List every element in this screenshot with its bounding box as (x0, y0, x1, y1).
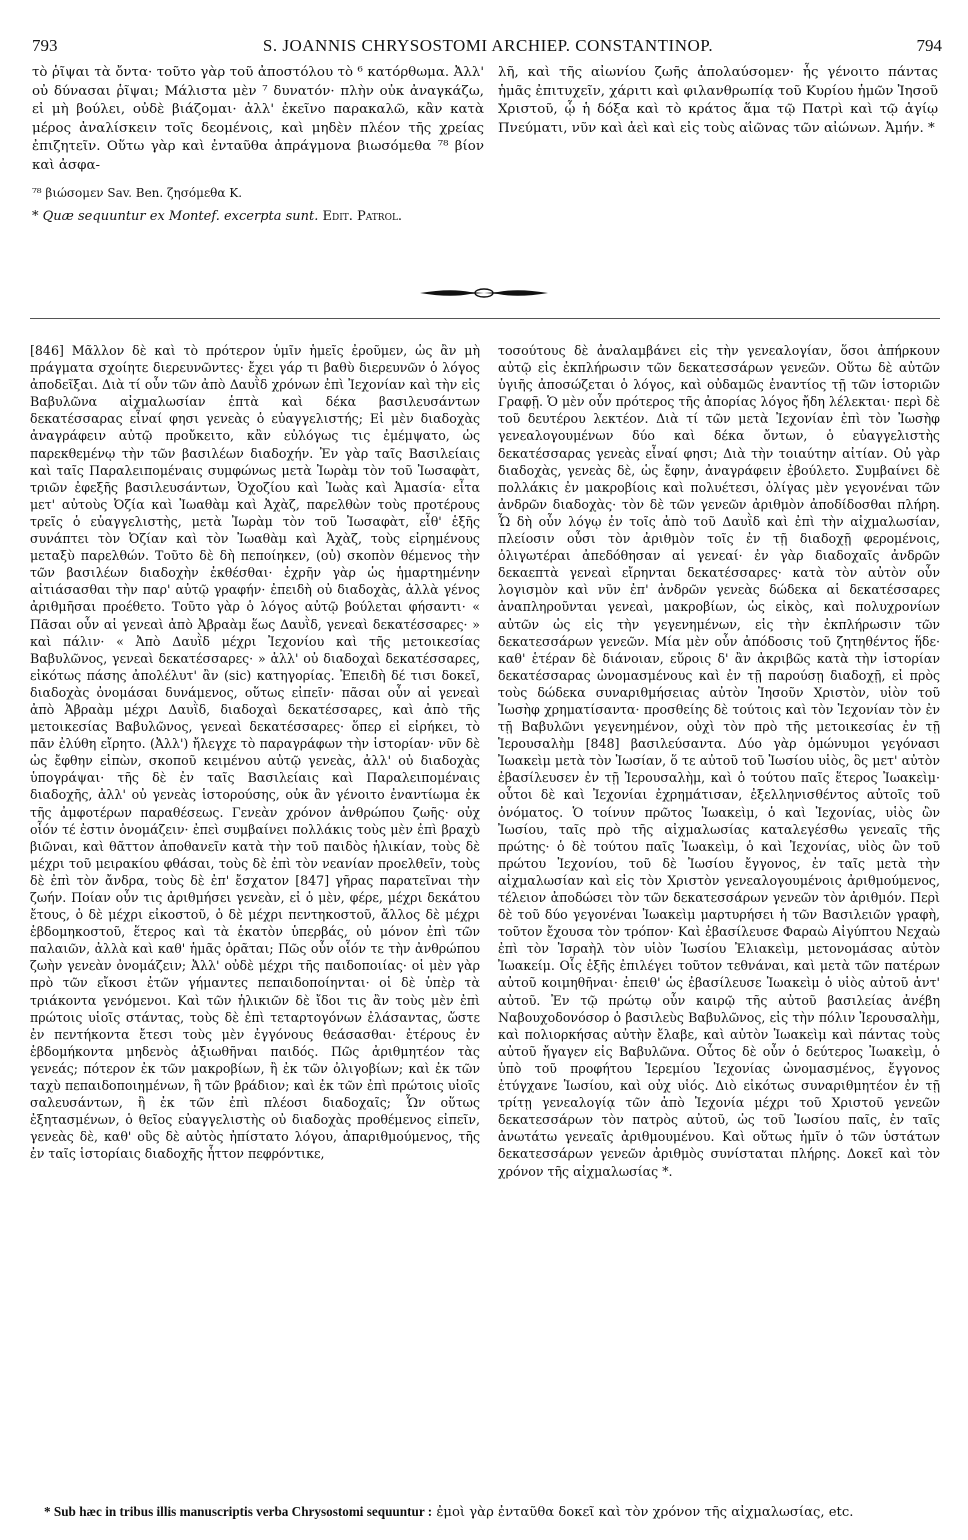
top-left-text: τὸ ῥῖψαι τὰ ὄντα· τοῦτο γὰρ τοῦ ἀποστόλου τὸ ⁶ κατόρθωμα. Ἀλλ' οὐ δύνασαι ῥῖψαι; Μάλιστα μὲν ⁷ δυνατόν· πλὴν οὐκ ἀναγκάζω, εἰ μὴ βούλει, οὐδὲ βιάζομαι· ἀλλ' ἐκεῖνο παρακαλῶ, κἂν κατὰ μέρος ἀναλίσκειν τοῖς δεομένοις, καὶ μηδὲν πλέον τῆς χρείας ἐπιζητεῖν. Οὕτω γὰρ καὶ ἐνταῦθα ἀπράγμονα βιωσόμεθα ⁷⁸ βίον καὶ ἀσφα- (32, 65, 484, 173)
section-rule (30, 318, 940, 319)
page-number-right: 794 (916, 36, 942, 55)
top-left-column (32, 64, 484, 226)
body-left-text: [846] Μᾶλλον δὲ καὶ τὸ πρότερον ὑμῖν ἡμεῖς ἐροῦμεν, ὡς ἂν μὴ πράγματα σχοίητε διερευνῶντες· ἔχει γάρ τι βαθὺ διερευνῶν ὁ λόγος ἀποδεῖξαι. Διὰ τί οὖν τῶν ἀπὸ Δαυῒδ χρόνων ἐπὶ Ἰεχονίαν καὶ τὴν εἰς Βαβυλῶνα αἰχμαλωσίαν ἑπτὰ καὶ δέκα βασιλευσάντων δεκατέσσαρας εἶναί φησι γενεὰς ὁ εὐαγγελιστής; Εἰ μὲν διαδοχὰς ἀναγράφειν αὐτῷ προὔκειτο, κἂν εὐλόγως τις ἐμέμψατο, ὡς παρεκθεμένῳ τὴν τῶν βασιλέων διαδοχήν. Ἐν γὰρ ταῖς Βασιλείαις καὶ ταῖς Παραλειπομέναις συμφώνως μετὰ Ἰωρὰμ τὸν τοῦ Ἰωσαφὰτ, τριῶν ἐφεξῆς βασιλευσάντων, Ὀχοζίου καὶ Ἰωὰς καὶ Ἀμασία· εἶτα μετ' αὐτοὺς Ὀζία καὶ Ἰωαθὰμ καὶ Ἀχὰζ, παρελθὼν τοὺς προτέρους τρεῖς ὁ εὐαγγελιστὴς, μετὰ Ἰωρὰμ τὸν τοῦ Ἰωσαφὰτ, εἶθ' ἑξῆς συνάπτει τὸν Ὀζίαν καὶ τὸν Ἰωαθὰμ καὶ Ἀχὰζ, τοὺς εἰρημένους μεταξὺ παρελθών. Τοῦτο δὲ δὴ πεποίηκεν, (οὐ) σκοπὸν θέμενος τὴν τῶν βασιλέων διαδοχὴν ἐκθέσθαι· ἐχρῆν γὰρ ὡς ἡμαρτημένην αἰτιάσασθαι τὴν παρ' αὐτῷ γραφήν· ἐπειδὴ οὐ διαδοχὰς, ἀλλὰ γένος ἀριθμῆσαι προέθετο. Τοῦτο γὰρ ὁ λόγος αὐτῷ βούλεται φήσαντι· « Πᾶσαι οὖν αἱ γενεαὶ ἀπὸ Ἀβραὰμ ἕως Δαυῒδ, γενεαὶ δεκατέσσαρες· » καὶ πάλιν· « Ἀπὸ Δαυῒδ μέχρι Ἰεχονίου καὶ τῆς μετοικεσίας Βαβυλῶνος, γενεαὶ δεκατέσσαρες· » ἀλλ' οὐ διαδοχαὶ δεκατέσσαρες, εἰκότως πάσης ἀπολέλυτ' ἂν (sic) κατηγορίας. Ἐπειδὴ δέ τισι δοκεῖ, διαδοχὰς ὀνομάσαι δυνάμενος, οὕτως εἰπεῖν· πᾶσαι οὖν αἱ γενεαὶ ἀπὸ Ἀβραὰμ μέχρι Δαυῒδ, διαδοχαὶ δεκατέσσαρες, καὶ ἀπὸ τῆς μετοικεσίας Βαβυλῶνος, γενεαὶ δεκατέσσαρες· ὅπερ εἰ εἰρήκει, τὸ πᾶν ἐλύθη εἴρητο. (Ἀλλ') ἤλεγχε τὸ παραγράφων τὴν ἱστορίαν· νῦν δὲ ὡς ἔφθην εἰπὼν, σκοποῦ κειμένου αὐτῷ γενεὰς, ἀλλ' οὐ διαδοχὰς ὑπογράψαι· τῆς δὲ ἐν ταῖς Βασιλείαις καὶ Παραλειπομέναις διαδοχῆς, ἀλλ' οὐ γενεὰς ἱστορούσης, οὐκ ἂν γένοιτο ἐναντίωμα ἐκ τῆς ἀμφοτέρων παραθέσεως. Γενεὰν χρόνον ἀνθρώπου ζωῆς· οὐχ οἷόν τέ ἐστιν ὀνομάζειν· ἐπεὶ συμβαίνει πολλάκις τοὺς μὲν ἐπὶ βραχὺ βιῶναι, καὶ θᾶττον ἀποθανεῖν κατὰ τὴν τοῦ παιδὸς ἡλικίαν, τοὺς δὲ μέχρι τοῦ μειρακίου φθάσαι, τοὺς δὲ ἐπὶ τὸν νεανίαν προελθεῖν, τοὺς δὲ ἐπὶ τὸν ἄνδρα, τοὺς δὲ ἐπ' ἔσχατον [847] γῆρας παρατεῖναι τὴν ζωήν. Ποίαν οὖν τις ἀριθμήσει γενεὰν, εἰ ὁ μὲν, φέρε, μέχρι δεκάτου ἔτους, ὁ δὲ μέχρι εἰκοστοῦ, ὁ δὲ μέχρι πεντηκοστοῦ, ἄλλος δὲ μέχρι ἑβδομηκοστοῦ, ἕτερος καὶ τὰ ἑκατὸν ὑπερβάς, οὐ μόνον ἐπὶ τῶν παλαιῶν, ἀλλὰ καὶ καθ' ἡμᾶς ὁρᾶται; Πῶς οὖν οἷόν τε τὴν ἀνθρώπου ζωὴν γενεὰν ὀνομάζειν; Ἀλλ' οὐδὲ μέχρι τῆς παιδοποιίας· οἱ μὲν γὰρ πρὸ τῶν εἴκοσι ἐτῶν γήμαντες πεπαιδοποίηνται· οἱ δὲ ὑπὲρ τὰ τριάκοντα γενόμενοι. Καὶ τῶν ἡλικιῶν δὲ ἴδοι τις ἂν τοὺς μὲν ἐπὶ πρώτοις υἱοῖς στάντας, τοὺς δὲ ἐπὶ τεταρτογόνων ἐλάσαντας, ὥστε ἐν πεντήκοντα ἔτεσι τοὺς μὲν ἐγγόνους θεάσασθαι· ἑτέρους ἐν ἑβδομήκοντα μηδενὸς ἀξιωθῆναι παιδός. Πῶς ἀριθμητέον τὰς γενεάς; πότερον ἐκ τῶν μακροβίων, ἢ ἐκ τῶν ὀλιγοβίων; καὶ ἐκ τῶν ταχὺ πεπαιδοποιημένων, ἢ τῶν βράδιον; καὶ ἐκ τῶν ἐπὶ πρώτοις υἱοῖς σαλευσάντων, ἢ ἐκ τῶν ἐπὶ πλέοσι διαδοχαῖς; Ὧν οὕτως ἐξητασμένων, ὁ θεῖος εὐαγγελιστὴς οὐ διαδοχὰς προθέμενος εἰπεῖν, γενεὰς δὲ, καθ' οὓς δὲ αὐτὸς ἠπίστατο λόγου, ἀπαριθμούμενος, τῆς ἐν ταῖς ἱστορίαις διαδοχῆς ἧττον πεφρόντικε, (30, 343, 480, 1162)
page-number-left: 793 (32, 36, 58, 55)
bottom-footnote-greek: ἐμοὶ γὰρ ἐνταῦθα δοκεῖ καὶ τὸν χρόνον τῆς αἰχμαλωσίας, etc. (436, 1505, 854, 1520)
top-right-text: λῆ, καὶ τῆς αἰωνίου ζωῆς ἀπολαύσομεν· ἧς γένοιτο πάντας ἡμᾶς ἐπιτυχεῖν, χάριτι καὶ φιλανθρωπίᾳ τοῦ Κυρίου ἡμῶν Ἰησοῦ Χριστοῦ, ᾧ ἡ δόξα καὶ τὸ κράτος ἅμα τῷ Πατρὶ καὶ τῷ ἁγίῳ Πνεύματι, νῦν καὶ ἀεὶ καὶ εἰς τοὺς αἰῶνας τῶν αἰώνων. Ἀμήν. * (498, 65, 938, 136)
variant-footnote: ⁷⁸ βιώσομεν Sav. Ben. ζησόμεθα K. (32, 185, 243, 200)
editor-note (32, 208, 484, 227)
bottom-footnote-latin: * Sub hæc in tribus illis manuscriptis verba Chrysostomi sequuntur : (44, 1504, 433, 1519)
ornament-divider (0, 286, 968, 300)
body-left-column (30, 342, 480, 1163)
body-right-column (498, 342, 940, 1180)
bottom-footnote (30, 1503, 940, 1521)
top-right-column (498, 64, 938, 138)
editor-note-italic: * Quæ sequuntur ex Montef. excerpta sunt. (32, 208, 319, 224)
body-right-text: τοσούτους δὲ ἀναλαμβάνει εἰς τὴν γενεαλογίαν, ὅσοι ἀπήρκουν αὐτῷ εἰς ἐκπλήρωσιν τῶν δεκατεσσάρων γενεῶν. Οὕτω δὲ αὐτῶν ὑγιῆς ἀποσώζεται ὁ λόγος, καὶ οὐδαμῶς ἐναντίος τῇ τῶν ἱστοριῶν Γραφῇ. Ὁ μὲν οὖν πρότερος τῆς ἀπορίας λόγος ἤδη λέλεκται· περὶ δὲ τοῦ δευτέρου λεκτέον. Διὰ τί τῶν μετὰ Ἰεχονίαν ἐπὶ τὸν Ἰωσὴφ γενεαλογουμένων δύο καὶ δέκα ὄντων, ὁ εὐαγγελιστὴς δεκατέσσαρας γενεὰς εἶναί φησι; Διὰ τὴν τοιαύτην αἰτίαν. Οὐ γὰρ διαδοχὰς, γενεὰς δὲ, ὡς ἔφην, ἀναγράφειν ἐβούλετο. Συμβαίνει δὲ πολλάκις ἐν μακροβίοις καὶ πολυέτεσι, ὀλίγας μὲν γεγονέναι τῶν ἀνδρῶν διαδοχὰς· τὸν δὲ τῶν γενεῶν ἀριθμὸν ἀποδίδοσθαι πλήρη. Ὧ δὴ οὖν λόγῳ ἐν τοῖς ἀπὸ τοῦ Δαυῒδ καὶ ἐπὶ τὴν αἰχμαλωσίαν, πλείοσιν οὖσι τὸν ἀριθμὸν τοῖς ἐν τῇ διαδοχῇ φερομένοις, ὀλιγωτέραι ἀπεδόθησαν αἱ γενεαί· ἐν γὰρ διαδοχαῖς ἀνδρῶν δεκαεπτὰ γενεαὶ εἴρηνται δεκατέσσαρες· κατὰ τὸν αὐτὸν οὖν λογισμὸν καὶ νῦν ἐπ' ἀνδρῶν γενεὰς δώδεκα αἱ δεκατέσσαρες ἀναπληροῦνται γενεαὶ, μακροβίων, ὡς εἰκὸς, καὶ πολυχρονίων αὐτῶν ὡς εἰς τὴν γεγενημένων, εἰς τὴν ἐκπλήρωσιν τῶν δεκατεσσάρων γενεῶν. Μία μὲν οὖν ἀπόδοσις τοῦ ζητηθέντος ἥδε· καθ' ἑτέραν δὲ διάνοιαν, εὕροις δ' ἂν ἀκριβῶς κατὰ τὴν ἱστορίαν δεκατέσσαρας ὠνομασμένους καὶ ἐν τῇ παρούσῃ διαδοχῇ, εἰ πρὸς τοὺς δώδεκα συναριθμήσειας αὐτὸν Ἰησοῦν Χριστὸν, υἱὸν τοῦ Ἰωσὴφ χρηματίσαντα· προσθείης δὲ τούτοις καὶ τὸν Ἰεχονίαν τὸν ἐν τῇ Βαβυλῶνι γεγενημένον, οὐχὶ τὸν πρὸ τῆς μετοικεσίας ἐν τῇ Ἱερουσαλὴμ [848] βασιλεύσαντα. Δύο γὰρ ὁμώνυμοι γεγόνασι Ἰωακεὶμ μετὰ τὸν Ἰωσίαν, ὅ τε αὐτοῦ τοῦ Ἰωσίου υἱὸς, ὃς μετ' αὐτὸν ἐβασίλευσεν ἐν τῇ Ἱερουσαλὴμ, καὶ ὁ τούτου παῖς ἕτερος Ἰωακεὶμ· οὗτοι δὲ καὶ Ἰεχονίαι ἐχρημάτισαν, ἐξελληνισθέντος αὐτοῖς τοῦ ὀνόματος. Ὁ τοίνυν πρῶτος Ἰωακεὶμ, ὁ καὶ Ἰεχονίας, υἱὸς ὢν Ἰωσίου, ταῖς πρὸ τῆς αἰχμαλωσίας καταλεγέσθω γενεαῖς τῆς πρώτης· ὁ δὲ τούτου παῖς Ἰωακεὶμ, ὁ καὶ Ἰεχονίας, υἱὸς ὢν τοῦ πρώτου Ἰεχονίου, τοῦ δὲ Ἰωσίου ἔγγονος, ἐν ταῖς μετὰ τὴν αἰχμαλωσίαν καὶ εἰς τὸν Χριστὸν γενεαλογουμένοις ἀριθμούμενος, τέλειον ἀποδώσει τὸν τῶν δεκατεσσάρων γενεῶν τὸν ἀριθμόν. Περὶ δὲ τοῦ δύο γεγονέναι Ἰωακεὶμ μαρτυρήσει ἡ τῶν Βασιλειῶν γραφὴ, τοῦτον ἔχουσα τὸν τρόπον· Καὶ ἐβασίλευσε Φαραὼ Αἰγύπτου Νεχαὼ ἐπὶ τὸν Ἰσραὴλ τὸν υἱὸν Ἰωσίου Ἐλιακεὶμ, μετονομάσας αὐτὸν Ἰωακείμ. Οἷς ἑξῆς ἐπιλέγει τοῦτον τεθνάναι, καὶ μετὰ τῶν πατέρων αὐτοῦ κοιμηθῆναι· ἐπειθ' ὡς ἐβασίλευσε Ἰωακεὶμ ὁ υἱὸς αὐτοῦ ἀντ' αὐτοῦ. Ἐν τῷ πρώτῳ οὖν καιρῷ τῆς αὐτοῦ βασιλείας ἀνέβη Ναβουχοδονόσορ ὁ βασιλεὺς Βαβυλῶνος, εἰς τὴν πόλιν Ἱερουσαλὴμ, καὶ πολιορκήσας αὐτὴν ἔλαβε, καὶ αὐτὸν Ἰωακεὶμ καὶ πάντας τοὺς αὐτοῦ ἤγαγεν εἰς Βαβυλῶνα. Οὗτος δὲ οὖν ὁ δεύτερος Ἰωακεὶμ, ὁ ὑπὸ τοῦ προφήτου Ἱερεμίου Ἰεχονίας ὠνομασμένος, ἔγγονος ἐτύγχανε Ἰωσίου, καὶ οὐχ υἱός. Διὸ εἰκότως συναριθμητέον ἐν τῇ τρίτῃ γενεαλογίᾳ τῶν ἀπὸ Ἰεχονία μέχρι τοῦ Χριστοῦ γενεῶν δεκατεσσάρων τὸν πατρὸς αὐτοῦ, ὡς τοῦ Ἰωσίου παῖς, ἐν ταῖς ἀνωτάτω γενεαῖς ἀριθμουμένου. Καὶ οὕτως ἡμῖν ὁ τῶν ὑστάτων δεκατεσσάρων γενεῶν ἀριθμὸς συνίσταται πλήρης. Δοκεῖ καὶ τὸν χρόνον τῆς αἰχμαλωσίας *. (498, 343, 940, 1179)
running-title: S. JOANNIS CHRYSOSTOMI ARCHIEP. CONSTANTINOP. (262, 36, 714, 55)
running-header (28, 36, 948, 58)
editor-note-caps: Edit. Patrol. (322, 208, 403, 224)
